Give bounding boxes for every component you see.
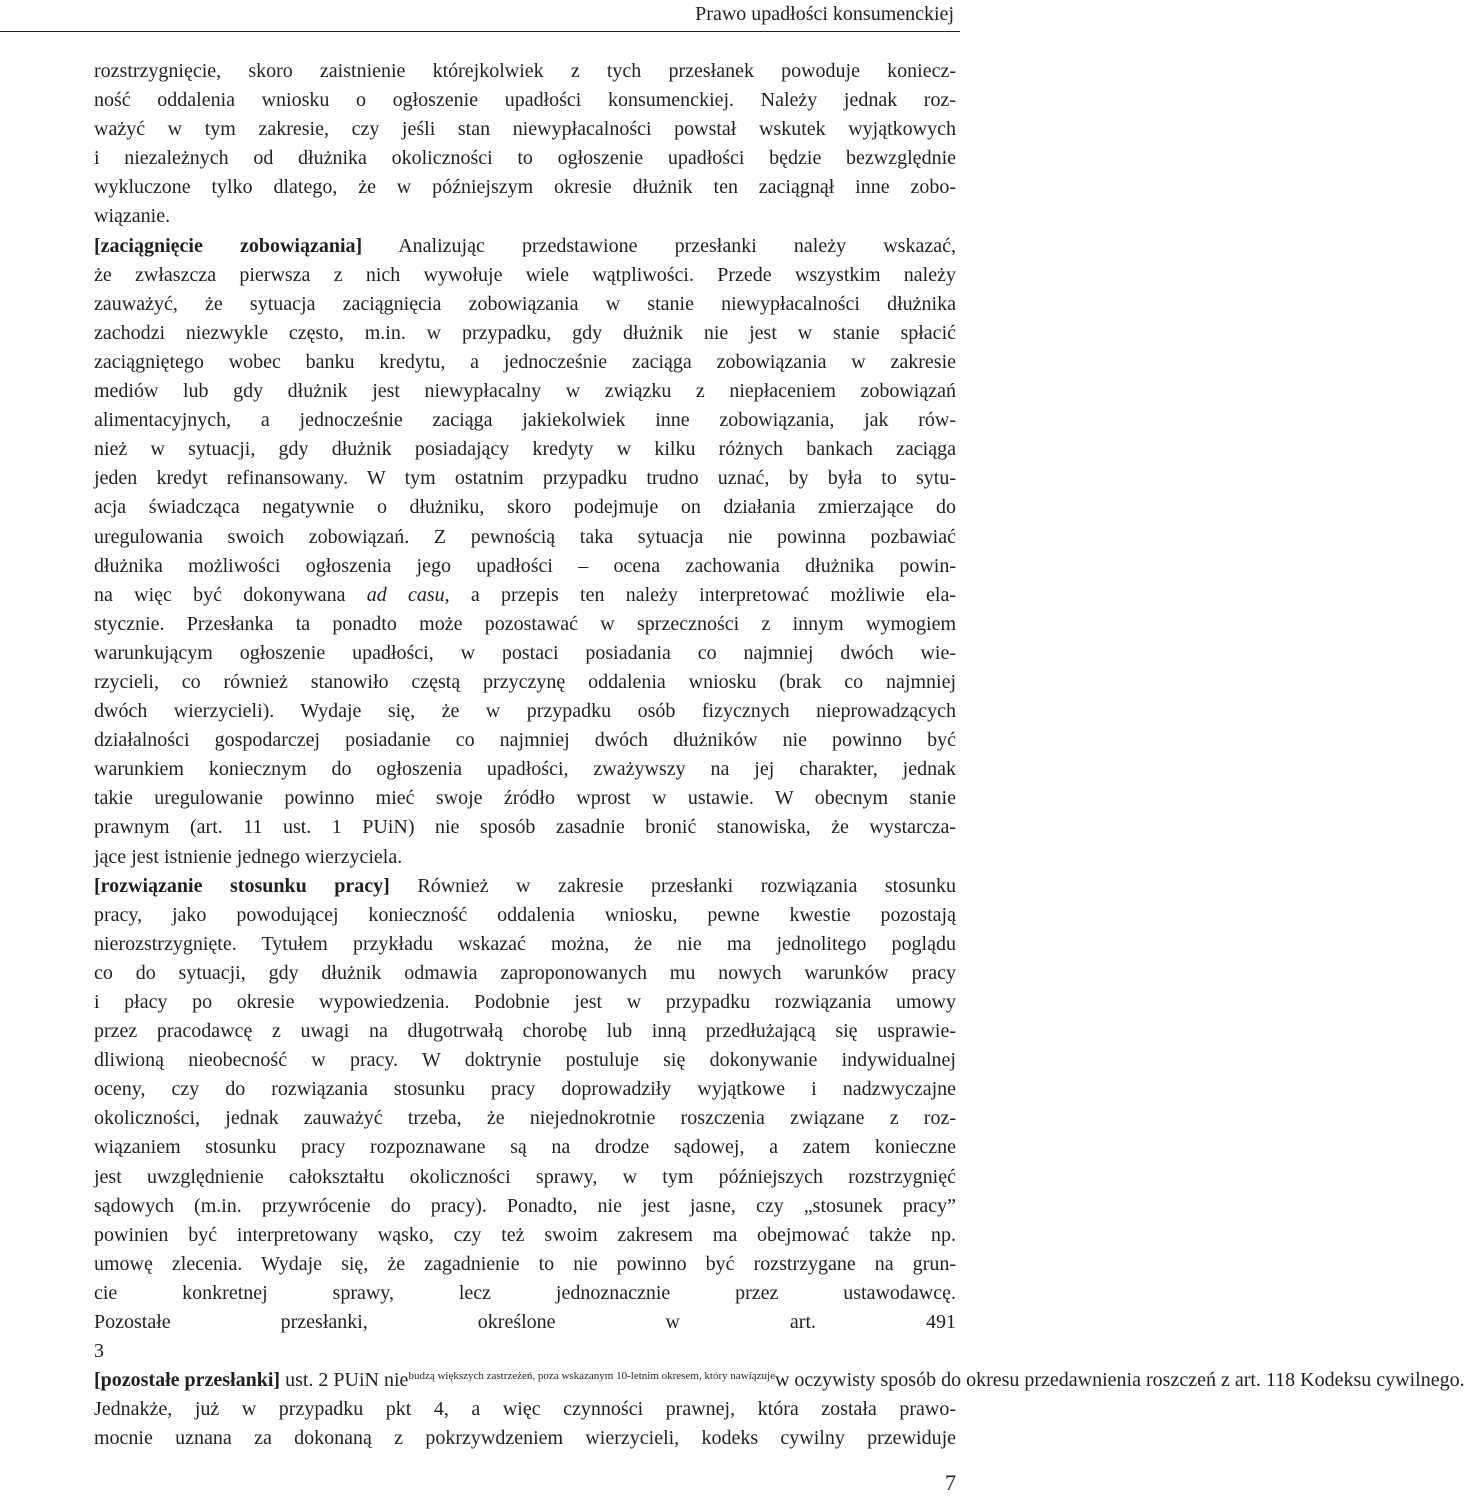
text-line: wiązanie. xyxy=(94,205,171,228)
text-line: stycznie. Przesłanka ta ponadto może pozostawać w sprzeczności z innym wymogiem xyxy=(94,612,956,635)
text-line xyxy=(94,1366,1465,1395)
text-segment: na więc być dokonywana xyxy=(94,583,346,606)
text-line: zauważyć, że sytuacja zaciągnięcia zobowiązania w stanie niewypłacalności dłużnika xyxy=(94,292,956,315)
text-line: działalności gospodarczej posiadanie co najmniej dwóch dłużników nie powinno być xyxy=(94,729,956,752)
text-line: cie konkretnej sprawy, lecz jednoznacznie przez ustawodawcę. xyxy=(94,1281,956,1304)
text-line: wiązaniem stosunku pracy rozpoznawane są na drodze sądowej, a zatem konieczne xyxy=(94,1136,956,1159)
text-line: wykluczone tylko dlatego, że w późniejszym okresie dłużnik ten zaciągnął inne zobo- xyxy=(94,176,956,199)
text-line: ność oddalenia wniosku o ogłoszenie upadłości konsumenckiej. Należy jednak roz- xyxy=(94,89,956,112)
text-line: rozstrzygnięcie, skoro zaistnienie którejkolwiek z tych przesłanek powoduje koniecz- xyxy=(94,60,956,82)
text-line: takie uregulowanie powinno mieć swoje źródło wprost w ustawie. W obecnym stanie xyxy=(94,787,956,810)
text-line: dłużnika możliwości ogłoszenia jego upadłości – ocena zachowania dłużnika powin- xyxy=(94,554,956,577)
text-line: okoliczności, jednak zauważyć trzeba, że niejednokrotnie roszczenia związane z roz- xyxy=(94,1107,956,1130)
text-line: oceny, czy do rozwiązania stosunku pracy doprowadziły wyjątkowe i nadzwyczajne xyxy=(94,1078,956,1101)
text-line: uregulowania swoich zobowiązań. Z pewnością taka sytuacja nie powinna pozbawiać xyxy=(94,525,956,548)
text-line xyxy=(94,232,956,261)
latin-phrase: ad casu xyxy=(366,583,445,606)
text-line: mediów lub gdy dłużnik jest niewypłacalny w związku z niepłaceniem zobowiązań xyxy=(94,380,956,403)
text-segment: ust. 2 PUiN nie xyxy=(285,1369,409,1392)
text-line xyxy=(94,1454,956,1483)
text-line: sądowych (m.in. przywrócenie do pracy). Ponadto, nie jest jasne, czy „stosunek pracy” xyxy=(94,1194,956,1217)
text-line: jeden kredyt refinansowany. W tym ostatnim przypadku trudno uznać, by była to sytu- xyxy=(94,467,956,490)
text-segment: Również w zakresie przesłanki rozwiązania stosunku xyxy=(417,874,956,897)
text-line: dwóch wierzycieli). Wydaje się, że w przypadku osób fizycznych nieprowadzących xyxy=(94,700,956,723)
text-line: umowę zlecenia. Wydaje się, że zagadnienie to nie powinno być rozstrzygane na grun- xyxy=(94,1252,956,1275)
running-header xyxy=(0,0,960,32)
text-line: zachodzi niezwykle często, m.in. w przypadku, gdy dłużnik nie jest w stanie spłacić xyxy=(94,321,956,344)
text-line: zaciągniętego wobec banku kredytu, a jednocześnie zaciąga zobowiązania w zakresie xyxy=(94,350,956,373)
text-line xyxy=(94,872,956,901)
text-line: prawnym (art. 11 ust. 1 PUiN) nie sposób zasadnie bronić stanowiska, że wystarcza- xyxy=(94,816,956,839)
text-segment: Analizując przedstawione przesłanki należy wskazać, xyxy=(398,234,956,257)
text-line: warunkiem koniecznym do ogłoszenia upadłości, zważywszy na jej charakter, jednak xyxy=(94,758,956,781)
text-line: ważyć w tym zakresie, czy jeśli stan niewypłacalności powstał wskutek wyjątkowych xyxy=(94,118,956,141)
text-line: pracy, jako powodującej konieczność oddalenia wniosku, pewne kwestie pozostają xyxy=(94,903,956,926)
text-line: mocnie uznana za dokonaną z pokrzywdzeniem wierzycieli, kodeks cywilny przewiduje xyxy=(94,1427,956,1450)
text-line: acja świadcząca negatywnie o dłużniku, skoro podejmuje on działania zmierzające do xyxy=(94,496,956,519)
text-line: Pozostałe przesłanki, określone w art. 491 xyxy=(94,1311,956,1334)
page-number: 7 xyxy=(945,1470,956,1495)
text-line: warunkującym ogłoszenie upadłości, w postaci posiadania co najmniej dwóch wie- xyxy=(94,641,956,664)
text-line: 3 xyxy=(94,1340,104,1363)
text-line: jące jest istnienie jednego wierzyciela. xyxy=(94,845,403,868)
header-title: Prawo upadłości konsumenckiej xyxy=(695,3,954,25)
text-line: Jednakże, już w przypadku pkt 4, a więc czynności prawnej, która została prawo- xyxy=(94,1398,956,1421)
text-line: powinien być interpretowany wąsko, czy też swoim zakresem ma obejmować także np. xyxy=(94,1223,956,1246)
text-line: nierozstrzygnięte. Tytułem przykładu wskazać można, że nie ma jednolitego poglądu xyxy=(94,932,956,955)
text-line: i płacy po okresie wypowiedzenia. Podobnie jest w przypadku rozwiązania umowy xyxy=(94,991,956,1013)
text-line: nież w sytuacji, gdy dłużnik posiadający kredyty w kilku różnych bankach zaciąga xyxy=(94,438,956,461)
text-line: co do sytuacji, gdy dłużnik odmawia zaproponowanych mu nowych warunków pracy xyxy=(94,961,956,984)
body-text xyxy=(94,57,1465,1512)
text-line: i niezależnych od dłużnika okoliczności to ogłoszenie upadłości będzie bezwzględnie xyxy=(94,147,956,170)
superscript: budzą większych zastrzeżeń, poza wskazanym 10-letnim okresem, który nawiązuje xyxy=(408,1370,775,1383)
text-line: alimentacyjnych, a jednocześnie zaciąga jakiekolwiek inne zobowiązania, jak rów- xyxy=(94,409,956,432)
text-line: że zwłaszcza pierwsza z nich wywołuje wiele wątpliwości. Przede wszystkim należy xyxy=(94,263,956,286)
text-line: przez pracodawcę z uwagi na długotrwałą chorobę lub inną przedłużającą się usprawie- xyxy=(94,1020,956,1043)
text-line xyxy=(94,581,956,610)
section-heading-zaciagniecie: [zaciągnięcie zobowiązania] xyxy=(94,234,363,257)
text-line: rzycieli, co również stanowiło częstą przyczynę oddalenia wniosku (brak co najmniej xyxy=(94,670,956,693)
text-segment: , a przepis ten należy interpretować możliwie ela- xyxy=(444,583,957,606)
text-line: dliwioną nieobecność w pracy. W doktrynie postuluje się dokonywanie indywidualnej xyxy=(94,1049,956,1072)
text-segment: w oczywisty sposób do okresu przedawnienia roszczeń z art. 118 Kodeksu cywilnego. xyxy=(774,1369,1465,1392)
section-heading-rozwiazanie: [rozwiązanie stosunku pracy] xyxy=(94,874,390,897)
text-line: jest uwzględnienie całokształtu okoliczności sprawy, w tym późniejszych rozstrzygnięć xyxy=(94,1165,956,1188)
text-line xyxy=(94,1483,956,1512)
section-heading-pozostale: [pozostałe przesłanki] xyxy=(94,1369,281,1392)
